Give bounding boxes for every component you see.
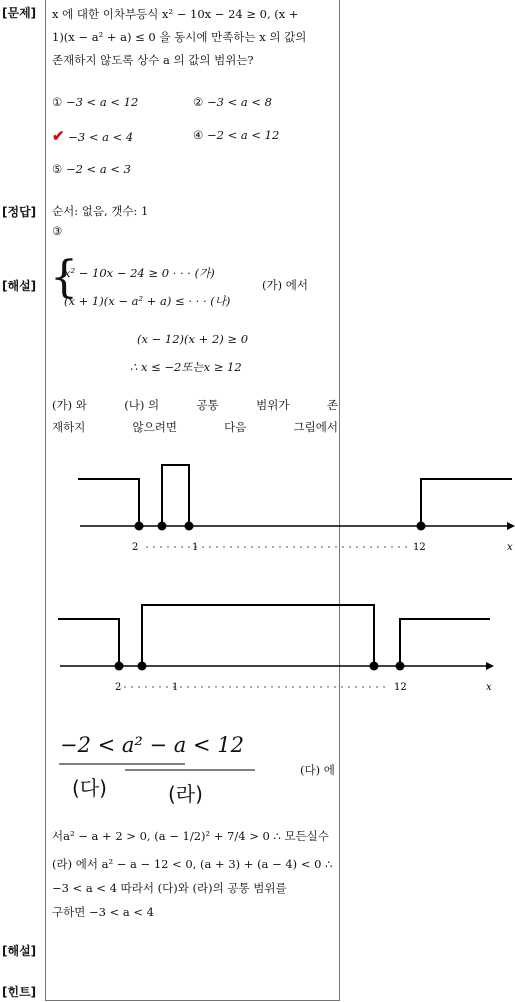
graph1-label-1: 1: [192, 542, 199, 553]
point-a: [158, 522, 167, 531]
point-minus-2: [115, 662, 124, 671]
answer-label: [정답]: [2, 205, 37, 219]
tail-line-3: −3 < a < 4 따라서 (다)와 (라)의 공통 범위를: [52, 881, 287, 895]
handwritten-inequality: −2 < a² − a < 12: [60, 733, 244, 757]
word: 그림에서: [293, 420, 338, 434]
point-minus-2: [135, 522, 144, 531]
handwritten-ra: (라): [168, 782, 203, 806]
choice-2-mark: ②: [193, 95, 204, 109]
choice-5-text: −2 < a < 3: [65, 162, 131, 176]
choice-3[interactable]: [52, 127, 133, 145]
answer-meta: 순서: 없음, 갯수: 1: [52, 204, 149, 218]
number-line-graph-2: [0, 595, 515, 695]
graph1-label-2: 2: [132, 542, 139, 553]
equation-2: ∴ x ≤ −2또는x ≥ 12: [130, 360, 242, 374]
word: (가) 와: [52, 398, 87, 412]
region-right: [421, 479, 512, 526]
answer-value: ③: [52, 224, 63, 238]
solution-label-2: [해설]: [2, 944, 37, 958]
point-b: [185, 522, 194, 531]
word: 재하지: [52, 420, 86, 434]
problem-line-1: x 에 대한 이차부등식 x² − 10x − 24 ≥ 0, (x +: [52, 7, 299, 21]
system-brace: {: [50, 252, 78, 303]
choice-5[interactable]: [52, 162, 131, 176]
graph2-label-x: x: [486, 682, 492, 693]
graph2-label-1: 1: [172, 682, 179, 693]
word: 존: [326, 398, 338, 412]
system-line-2: (x + 1)(x − a² + a) ≤ · · · (나): [64, 294, 231, 308]
choice-1-text: −3 < a < 12: [65, 95, 139, 109]
point-b: [370, 662, 379, 671]
choice-4-mark: ④: [193, 128, 204, 142]
choice-2[interactable]: [193, 95, 272, 109]
arrow-head: [486, 662, 494, 670]
region-middle: [142, 605, 374, 666]
region-left: [78, 479, 139, 526]
word: 공통: [196, 398, 219, 412]
check-icon: ✔: [52, 127, 65, 145]
choice-3-text: −3 < a < 4: [68, 130, 134, 144]
word: 범위가: [256, 398, 290, 412]
system-line-1: x² − 10x − 24 ≥ 0 · · · (가): [64, 266, 215, 280]
point-12: [396, 662, 405, 671]
problem-line-2: 1)(x − a² + a) ≤ 0 을 동시에 만족하는 x 의 값의: [52, 30, 307, 44]
da-note: (다) 에: [300, 763, 335, 777]
graph2-label-2: 2: [115, 682, 122, 693]
tail-line-4: 구하면 −3 < a < 4: [52, 905, 155, 919]
solution-label: [해설]: [2, 279, 37, 293]
equation-1: (x − 12)(x + 2) ≥ 0: [137, 332, 249, 346]
region-left: [58, 619, 119, 666]
point-12: [417, 522, 426, 531]
region-middle: [162, 465, 189, 526]
word: 않으려면: [132, 420, 177, 434]
tail-line-1: 서a² − a + 2 > 0, (a − 1/2)² + 7/4 > 0 ∴ 모든실수: [52, 829, 329, 843]
choice-1-mark: ①: [52, 95, 63, 109]
handwritten-da: (다): [72, 776, 107, 800]
word: (나) 의: [124, 398, 160, 412]
choice-5-mark: ⑤: [52, 162, 63, 176]
region-right: [400, 619, 490, 666]
arrow-head: [507, 522, 515, 530]
point-a: [138, 662, 147, 671]
problem-label: [문제]: [2, 6, 37, 20]
graph1-label-12: 12: [413, 542, 426, 553]
system-note: (가) 에서: [262, 278, 308, 292]
choice-4[interactable]: [193, 128, 279, 142]
choice-1[interactable]: [52, 95, 138, 109]
number-line-graph-1: [0, 455, 515, 555]
tail-line-2: (라) 에서 a² − a − 12 < 0, (a + 3) + (a − 4) < 0 ∴: [52, 857, 333, 871]
paragraph-line-2: [52, 419, 338, 435]
graph2-label-12: 12: [394, 682, 407, 693]
graph1-label-x: x: [507, 542, 513, 553]
problem-line-3: 존재하지 않도록 상수 a 의 값의 범위는?: [52, 53, 254, 67]
choice-2-text: −3 < a < 8: [206, 95, 272, 109]
choice-4-text: −2 < a < 12: [206, 128, 280, 142]
word: 다음: [224, 420, 247, 434]
hint-label: [힌트]: [2, 985, 37, 999]
paragraph-line-1: [52, 397, 338, 413]
